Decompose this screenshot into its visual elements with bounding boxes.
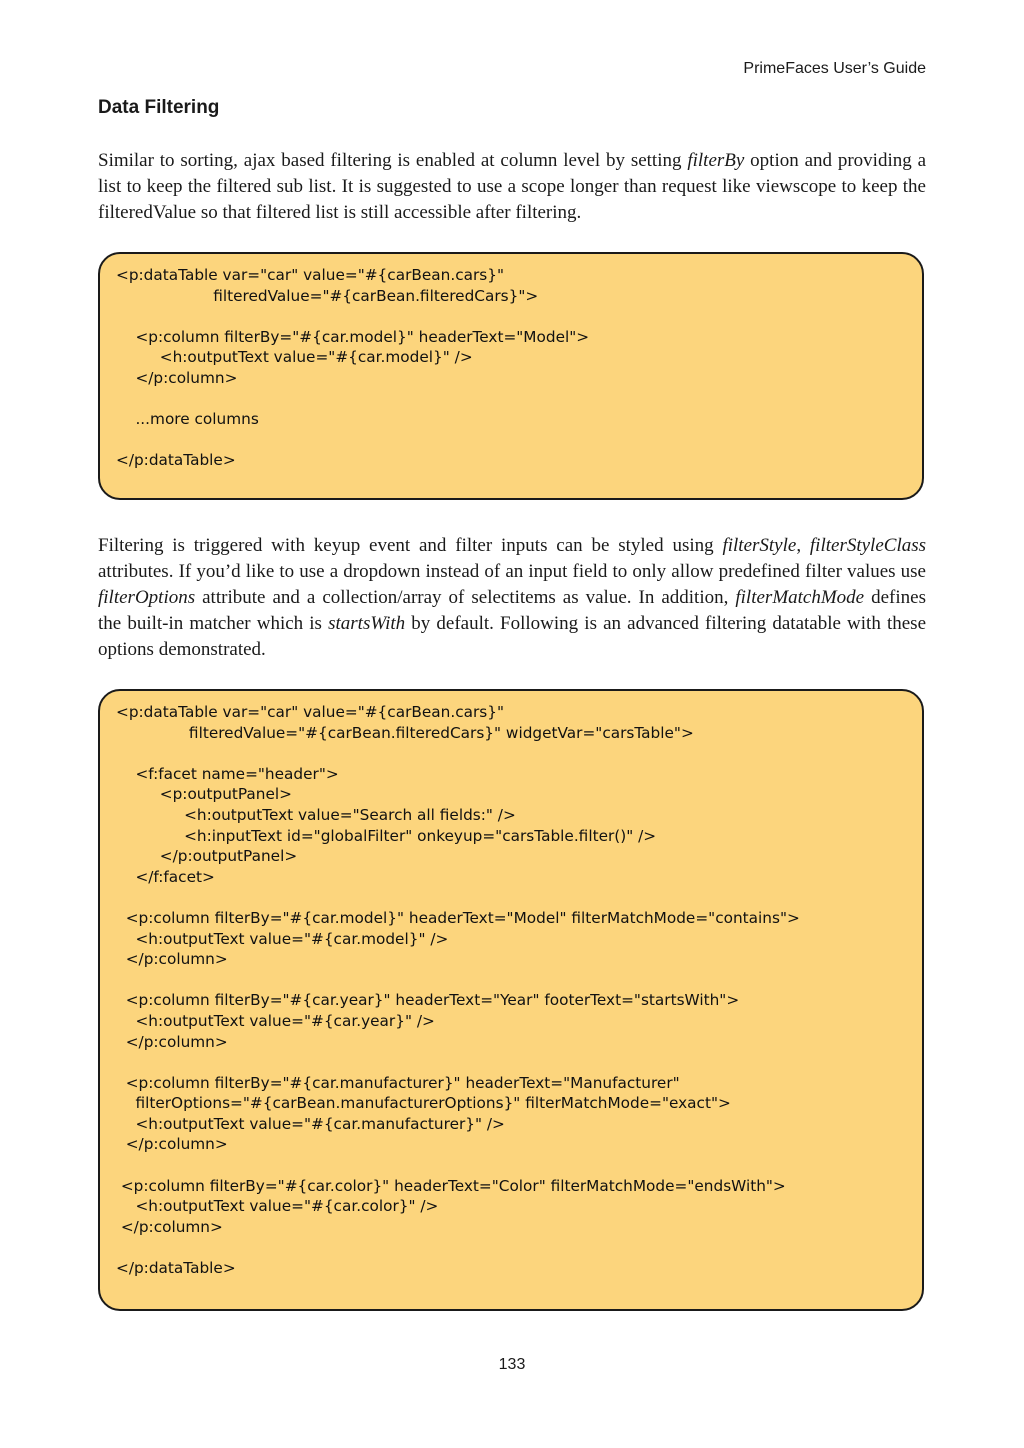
code-line: <p:column filterBy="#{car.model}" headerText="Model" filterMatchMode="contains">: [116, 908, 800, 927]
page-number: 133: [498, 1356, 526, 1373]
code-line: <p:column filterBy="#{car.model}" headerText="Model">: [116, 327, 590, 346]
emphasized-term: filterStyle: [722, 535, 797, 556]
code-line: [116, 887, 922, 908]
page-header: PrimeFaces User’s Guide: [743, 60, 926, 77]
code-line: </p:column>: [116, 1032, 228, 1051]
text-run: Filtering is triggered with keyup event and filter inputs can be styled using: [98, 535, 723, 556]
code-block-1-content: [100, 254, 922, 471]
emphasized-term: filterOptions: [98, 587, 196, 608]
code-line: </p:column>: [116, 950, 228, 969]
code-line: </p:dataTable>: [116, 1259, 236, 1278]
code-line: filterOptions="#{carBean.manufacturerOptions}" filterMatchMode="exact">: [116, 1094, 731, 1113]
code-line: ...more columns: [116, 410, 259, 429]
code-line: <p:dataTable var="car" value="#{carBean.cars}": [116, 266, 505, 284]
code-line: [116, 430, 922, 451]
paragraph-2: [98, 533, 926, 663]
code-line: </f:facet>: [116, 867, 215, 886]
text-run: by default. Following is an advanced filtering datatable with these options demonstrated.: [98, 613, 926, 660]
code-line: </p:column>: [116, 1135, 228, 1154]
code-line: <p:column filterBy="#{car.year}" headerText="Year" footerText="startsWith">: [116, 991, 740, 1010]
paragraph-1: [98, 148, 926, 226]
code-block-2-content: [100, 691, 922, 1279]
code-line: </p:dataTable>: [116, 451, 236, 470]
code-line: <h:outputText value="#{car.manufacturer}" />: [116, 1114, 505, 1133]
emphasized-term: startsWith: [328, 613, 406, 634]
code-line: <h:outputText value="#{car.model}" />: [116, 348, 473, 367]
code-line: <h:outputText value="Search all fields:" />: [116, 805, 516, 824]
code-line: filteredValue="#{carBean.filteredCars}" widgetVar="carsTable">: [116, 723, 694, 742]
code-line: </p:outputPanel>: [116, 847, 298, 866]
text-run: option and providing a list to keep the filtered sub list. It is suggested to use a scope longer than request like viewscope to keep the filteredValue so that filtered list is still accessible after filtering.: [98, 150, 927, 223]
section-title: Data Filtering: [98, 97, 220, 118]
code-line: </p:column>: [116, 368, 238, 387]
text-run: attribute and a collection/array of selectitems as value. In addition,: [195, 587, 736, 608]
code-line: <h:outputText value="#{car.model}" />: [116, 929, 449, 948]
code-line: <p:column filterBy="#{car.manufacturer}" headerText="Manufacturer": [116, 1073, 680, 1092]
code-line: [116, 970, 922, 991]
code-line: <h:inputText id="globalFilter" onkeyup="carsTable.filter()" />: [116, 826, 657, 845]
code-line: </p:column>: [116, 1217, 223, 1236]
code-line: [116, 1052, 922, 1073]
code-line: <p:dataTable var="car" value="#{carBean.cars}": [116, 703, 505, 721]
code-line: <h:outputText value="#{car.color}" />: [116, 1197, 439, 1216]
code-line: <h:outputText value="#{car.year}" />: [116, 1011, 435, 1030]
code-line: <p:column filterBy="#{car.color}" headerText="Color" filterMatchMode="endsWith">: [116, 1176, 786, 1195]
code-line: [116, 1155, 922, 1176]
emphasized-term: filterBy: [687, 150, 745, 171]
emphasized-term: filterStyleClass: [809, 535, 927, 556]
text-run: ,: [796, 535, 810, 556]
text-run: Similar to sorting, ajax based filtering is enabled at column level by setting: [98, 150, 688, 171]
code-block-2: [98, 689, 924, 1311]
code-line: [116, 306, 922, 327]
code-line: filteredValue="#{carBean.filteredCars}">: [116, 286, 539, 305]
code-line: [116, 389, 922, 410]
code-line: [116, 1237, 922, 1258]
text-run: attributes. If you’d like to use a dropdown instead of an input field to only allow predefined filter values use: [98, 561, 926, 582]
code-line: <f:facet name="header">: [116, 764, 339, 783]
code-line: [116, 743, 922, 764]
code-block-1: [98, 252, 924, 500]
text-run: defines the built-in matcher which is: [98, 587, 926, 634]
emphasized-term: filterMatchMode: [735, 587, 865, 608]
code-line: <p:outputPanel>: [116, 785, 292, 804]
